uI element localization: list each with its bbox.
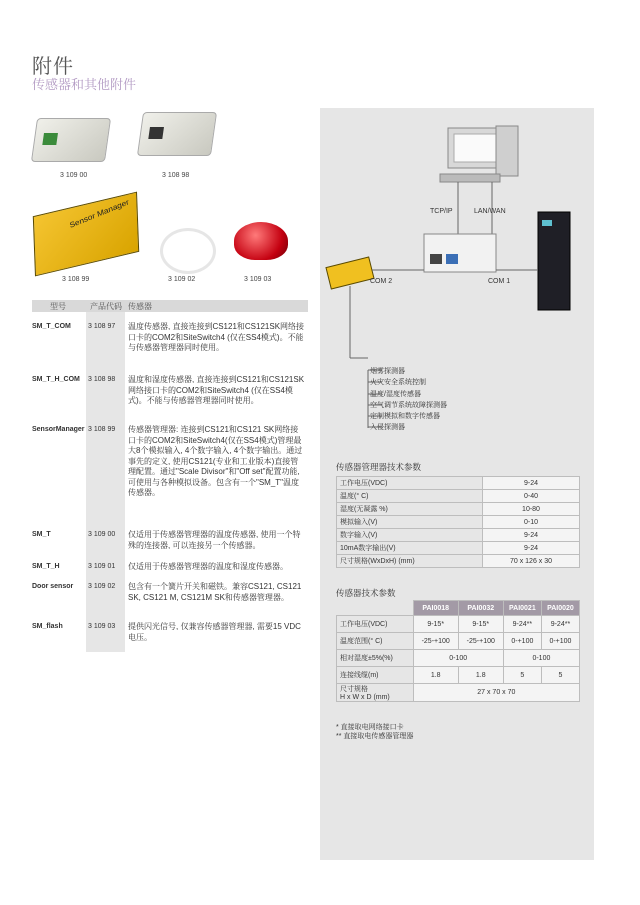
product-code-5: 3 109 03 [244,276,272,283]
spec-value: 0-+100 [503,633,541,650]
spec-value: 0-40 [483,490,580,503]
row-model: SM_T_H_COM [32,376,80,383]
column-header: PAI0021 [503,601,541,616]
row-model: SM_T_H [32,563,60,570]
sensor-image-2 [137,112,217,156]
spec-value: 9-24 [483,529,580,542]
row-code: 3 108 98 [88,376,116,383]
spec-value: 5 [503,667,541,684]
spec-value: 1.8 [458,667,503,684]
table-header-row [337,601,580,616]
row-desc: 温度和湿度传感器, 直接连接到CS121和CS121SK网络接口卡的COM2和SiteSwitch4 (仅在SS4模式)。不能与传感器管理器同时使用。 [128,375,305,405]
spec-value: -25-+100 [458,633,503,650]
table-row [337,477,580,490]
spec-label: 连接线缆(m) [337,667,414,684]
row-model: SM_T_COM [32,323,71,330]
size-label-line1: 尺寸规格 [340,686,368,693]
label-tcpip: TCP/IP [430,208,453,215]
spec-value: 9-15* [458,616,503,633]
row-code: 3 108 99 [88,426,116,433]
sensor-image-1 [31,118,111,162]
spec-value: 70 x 126 x 30 [483,555,580,568]
spec-label: 湿度(无凝露 %) [337,503,483,516]
spec-label: 工作电压(VDC) [337,477,483,490]
row-code: 3 109 02 [88,583,116,590]
manager-specs-table [336,476,580,568]
door-sensor-image [160,228,216,274]
header-model: 型号 [50,302,66,311]
footnote: ** 直接取电传感器管理器 [336,733,414,740]
row-model: SensorManager [32,426,85,433]
manager-specs-title: 传感器管理器技术参数 [336,462,422,472]
sensor-specs-title: 传感器技术参数 [336,588,396,598]
table-row [337,490,580,503]
table-row [337,516,580,529]
spec-value: 9-24** [541,616,579,633]
spec-value: 0-+100 [541,633,579,650]
spec-value: 9-15* [413,616,458,633]
page-title: 附件 [32,56,74,78]
table-header [32,300,308,312]
footnote: * 直接取电网络接口卡 [336,724,404,731]
list-item: 定制模拟和数字传感器 [370,413,440,420]
spec-value: -25-+100 [413,633,458,650]
product-code-4: 3 109 02 [168,276,196,283]
list-item: 火灾安全系统控制 [370,379,426,386]
network-diagram [320,108,594,438]
row-desc: 温度传感器, 直接连接到CS121和CS121SK网络接口卡的COM2和SiteSwitch4 (仅在SS4模式)。不能与传感器管理器同时使用。 [128,322,305,352]
row-code: 3 108 97 [88,323,116,330]
list-item: 入侵探测器 [370,424,405,431]
manager-logo-text: Sensor Manager [68,197,130,230]
table-row [337,542,580,555]
spec-value: 5 [541,667,579,684]
list-item: 温度/湿度传感器 [370,391,421,398]
spec-label: 温度(° C) [337,490,483,503]
spec-label: 相对湿度±5%(%) [337,650,414,667]
product-code-1: 3 109 00 [60,172,88,179]
column-header: PAI0018 [413,601,458,616]
ups-icon [538,212,570,310]
spec-label: 模拟输入(V) [337,516,483,529]
spec-label: 工作电压(VDC) [337,616,414,633]
spec-value: 9-24** [503,616,541,633]
header-sensor: 传感器 [128,302,152,311]
column-header: PAI0032 [458,601,503,616]
row-code: 3 109 03 [88,623,116,630]
row-code: 3 109 01 [88,563,116,570]
spec-label: 10mA数字输出(V) [337,542,483,555]
table-row [337,633,580,650]
product-code-3: 3 108 99 [62,276,90,283]
table-row [337,667,580,684]
spec-value: 0-100 [503,650,579,667]
sensor-manager-image [33,192,139,277]
spec-label: 尺寸规格(WxDxH) (mm) [337,555,483,568]
table-row [337,650,580,667]
row-model: SM_flash [32,623,63,630]
sensor-specs-table [336,600,580,702]
spec-value: 10-80 [483,503,580,516]
flash-image [234,222,288,260]
table-row [337,555,580,568]
table-row [337,616,580,633]
row-code: 3 109 00 [88,531,116,538]
row-desc: 提供闪光信号, 仅兼容传感器管理器, 需要15 VDC电压。 [128,622,301,642]
row-desc: 传感器管理器: 连接到CS121和CS121 SK网络接口卡的COM2和SiteSwitch4(仅在SS4模式)管理最大8个模拟输入, 4个数字输入, 4个数字输出。通过事先的定义, 使用CS121(专业和工业版本)直接管理配置。通过"Scale Divisor"和"Off set"配置功能, 可使用与各种模拟设备。包含有一个"SM_T"温度传感器。 [128,425,303,497]
pc-tower-icon [496,126,518,176]
size-label-line2: H x W x D (mm) [340,694,390,701]
spec-value: 0-100 [413,650,503,667]
spec-value: 1.8 [413,667,458,684]
spec-value: 9-24 [483,477,580,490]
spec-label: 数字输入(V) [337,529,483,542]
table-row [337,529,580,542]
row-model: Door sensor [32,583,74,590]
row-desc: 仅适用于传感器管理器的温度和湿度传感器。 [128,562,288,571]
column-header: PAI0020 [541,601,579,616]
row-desc: 仅适用于传感器管理器的温度传感器, 使用一个特殊的连接器, 可以连接另一个传感器。 [128,530,301,550]
table-row [337,503,580,516]
keyboard-icon [440,174,500,182]
sensor-manager-icon [326,257,374,289]
row-desc: 包含有一个簧片开关和磁铁。兼容CS121, CS121 SK, CS121 M, CS121M SK和传感器管理器。 [128,582,302,602]
label-lanwan: LAN/WAN [474,208,506,215]
code-column-background [86,312,125,652]
list-item: 烟雾探测器 [370,368,405,375]
row-model: SM_T [32,531,51,538]
table-row [337,684,580,702]
product-code-2: 3 108 98 [162,172,190,179]
spec-value: 0-10 [483,516,580,529]
header-code: 产品代码 [90,302,122,311]
label-com2: COM 2 [370,278,393,285]
list-item: 空气调节系统故障探测器 [370,402,447,409]
spec-label: 温度范围(° C) [337,633,414,650]
spec-value: 27 x 70 x 70 [413,684,579,702]
network-interface-icon [424,234,496,272]
spec-value: 9-24 [483,542,580,555]
spec-label [337,684,414,702]
page-subtitle: 传感器和其他附件 [32,77,137,92]
label-com1: COM 1 [488,278,511,285]
